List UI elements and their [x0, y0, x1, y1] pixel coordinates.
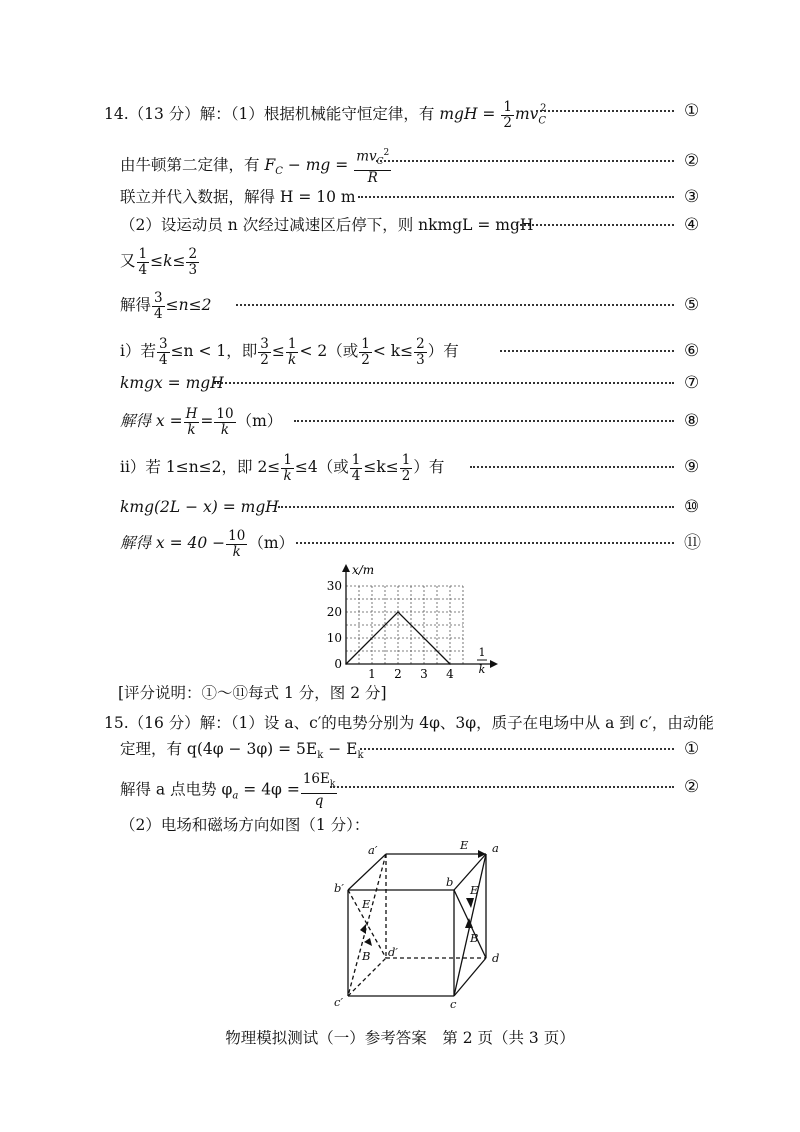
fraction: $\frac{1}{2}$: [361, 335, 370, 368]
q14-line-2: 由牛顿第二定律，有 $F_C$ − mg = $\frac{mv_C^2}{R}$ ②: [120, 148, 700, 187]
x-tick-label: 4: [446, 667, 454, 681]
y-axis-arrow: [342, 564, 350, 572]
label-d-prime: d′: [388, 945, 398, 959]
text: < 2（或: [299, 342, 359, 360]
x-tick-label: 2: [394, 667, 402, 681]
x-tick-label: 3: [420, 667, 428, 681]
q14-line-1: 14.（13 分）解：（1）根据机械能守恒定律，有 mgH = $\frac{1}{2}$ $mv_C^2$ ①: [0, 96, 800, 126]
label-b: b: [446, 875, 454, 889]
leader-dots: [330, 786, 674, 788]
text: kmgx = mgH: [120, 374, 224, 392]
y-tick-label: 0: [334, 657, 342, 671]
label-d: d: [492, 951, 500, 965]
graph-grid: [346, 586, 463, 664]
eq-mark-7: ⑦: [684, 373, 700, 393]
text: ≤4（或: [294, 458, 349, 476]
label-E-right: E: [470, 883, 479, 897]
text: ii）若 1≤n≤2，即 2≤: [120, 458, 281, 476]
fraction: $\frac{3}{2}$: [260, 335, 269, 368]
fraction: $\frac{mv_C^2}{R}$: [356, 148, 390, 187]
label-a: a: [492, 841, 499, 855]
text: < k≤: [372, 342, 414, 360]
text: 解得 x = 40 −: [120, 534, 226, 552]
x-axis-arrow: [490, 660, 498, 668]
fraction: $\frac{3}{4}$: [158, 335, 168, 368]
fraction: $\frac{10}{k}$: [216, 405, 234, 438]
q14-line-6: [0, 290, 800, 320]
label-B-left: B: [362, 949, 371, 963]
y-axis-label: x/m: [352, 563, 375, 577]
text: （m）: [236, 412, 283, 430]
text: （2）电场和磁场方向如图（1 分）：: [120, 816, 370, 834]
q15-header: 15.（16 分）解：（1）设 a、c′的电势分别为 4φ、3φ，质子在电场中从 a 到 c′，由动能: [104, 714, 714, 732]
text: （m）: [248, 534, 295, 552]
eq-mark-15-2: ②: [684, 777, 700, 797]
text: 联立并代入数据，解得 H = 10 m: [120, 188, 356, 206]
x-vs-inverse-k-graph: [310, 562, 510, 686]
q14-header: 14.（13 分）解：（1）根据机械能守恒定律，有: [104, 105, 435, 124]
x-tick-label: 1: [368, 667, 376, 681]
text: 解得: [120, 296, 152, 314]
edge-tl: [348, 854, 386, 890]
diag-ap-cp: [348, 854, 386, 996]
q14-line-7: [0, 336, 800, 366]
label-E-top: E: [460, 838, 469, 852]
text: ）有: [427, 342, 459, 360]
fraction: $\frac{1}{k}$: [287, 335, 297, 368]
text: i）若: [120, 342, 156, 360]
q14-line-8: [0, 368, 800, 398]
text: − E: [323, 740, 358, 758]
label-c-prime: c′: [334, 995, 344, 1009]
q15-line-3: 解得 a 点电势 $\varphi_a = 4\varphi$ = $\frac{16E_k}{q}$ ②: [120, 771, 700, 809]
leader-dots: [296, 542, 674, 544]
arrow-B-left: [364, 938, 372, 946]
eq-mark-5: ⑤: [684, 295, 700, 315]
text: ）有: [413, 458, 445, 476]
fraction: $\frac{2}{3}$: [416, 335, 425, 368]
eq-mark-1: ①: [684, 101, 700, 121]
y-tick-label: 20: [326, 605, 342, 619]
text: 由牛顿第二定律，有: [120, 156, 260, 175]
scoring-note: [评分说明：①～⑪每式 1 分，图 2 分]: [118, 684, 387, 702]
eq1: mgH =: [439, 105, 496, 124]
leader-dots: [360, 748, 674, 750]
leader-dots: [214, 382, 674, 384]
text: ≤n≤2: [165, 296, 212, 314]
leader-dots: [516, 224, 674, 226]
eq-mark-11: ⑪: [684, 533, 701, 553]
text: ≤n < 1，即: [170, 342, 258, 360]
label-E-left: E: [362, 897, 371, 911]
text: 解得 a 点电势 φ: [120, 780, 233, 799]
text: kmg(2L − x) = mgH: [120, 498, 279, 516]
text: ≤k≤: [150, 252, 186, 270]
q14-line-3: [0, 182, 800, 212]
fraction: $\frac{2}{3}$: [188, 245, 198, 278]
eq-mark-9: ⑨: [684, 457, 700, 477]
label-a-prime: a′: [368, 843, 378, 857]
label-c: c: [450, 997, 457, 1011]
leader-dots: [358, 196, 674, 198]
eq-mark-15-1: ①: [684, 739, 700, 759]
cube-field-diagram: [326, 836, 516, 1012]
fraction: $\frac{1}{2}$: [401, 451, 411, 484]
text: =: [200, 412, 214, 430]
eq-mark-2: ②: [684, 151, 700, 171]
fraction: $\frac{1}{k}$: [283, 451, 292, 484]
text: 定理，有 q(4φ − 3φ) = 5E: [120, 740, 318, 758]
arrow-E-left: [360, 924, 366, 934]
data-point: [449, 663, 451, 665]
leader-dots: [278, 506, 674, 508]
arrow-E-right: [466, 898, 474, 908]
y-tick-label: 30: [326, 579, 342, 593]
leader-dots: [236, 304, 674, 306]
text: ≤: [271, 342, 285, 360]
eq-mark-8: ⑧: [684, 411, 700, 431]
q14-line-4: [0, 210, 800, 240]
x-label-denominator: k: [478, 663, 486, 676]
fraction: $\frac{1}{2}$: [503, 98, 512, 131]
text: ≤k≤: [363, 458, 399, 476]
q14-line-9: [0, 406, 800, 436]
q14-note: [0, 678, 800, 708]
eq1-tail: mv: [514, 105, 539, 124]
q14-line-12: [0, 528, 800, 558]
label-b-prime: b′: [334, 881, 344, 895]
fraction: $\frac{1}{4}$: [351, 451, 361, 484]
data-point: [397, 611, 399, 613]
q14-line-11: [0, 492, 800, 522]
fraction: $\frac{1}{4}$: [138, 245, 148, 278]
leader-dots: [470, 466, 674, 468]
y-tick-label: 10: [326, 631, 342, 645]
text: 又: [120, 252, 136, 270]
text: − mg =: [287, 156, 349, 175]
fraction: $\frac{10}{k}$: [228, 527, 246, 560]
force-symbol: F: [264, 156, 276, 175]
label-B-right: B: [470, 931, 479, 945]
text: （2）设运动员 n 次经过减速区后停下，则 nkmgL = mgH: [120, 216, 534, 234]
page-footer: 物理模拟测试（一）参考答案 第 2 页（共 3 页）: [225, 1029, 575, 1047]
q14-line-10: [0, 452, 800, 482]
eq-mark-4: ④: [684, 215, 700, 235]
leader-dots: [500, 350, 674, 352]
fraction: $\frac{H}{k}$: [185, 405, 198, 438]
q14-line-5: [0, 246, 800, 276]
leader-dots: [536, 110, 674, 112]
x-label-numerator: 1: [478, 646, 486, 659]
leader-dots: [294, 420, 674, 422]
fraction: $\frac{16E_k}{q}$: [302, 771, 336, 809]
leader-dots: [376, 160, 674, 162]
text: 解得 x =: [120, 412, 183, 430]
eq-mark-6: ⑥: [684, 341, 700, 361]
data-point: [345, 663, 347, 665]
eq-mark-10: ⑩: [684, 497, 700, 517]
fraction: $\frac{3}{4}$: [154, 289, 163, 322]
q15-line-2: 定理，有 $q(4\varphi - 3\varphi) = 5E_k - E_k$ ①: [0, 734, 800, 764]
eq-mark-3: ③: [684, 187, 700, 207]
text: = 4φ =: [238, 780, 300, 799]
